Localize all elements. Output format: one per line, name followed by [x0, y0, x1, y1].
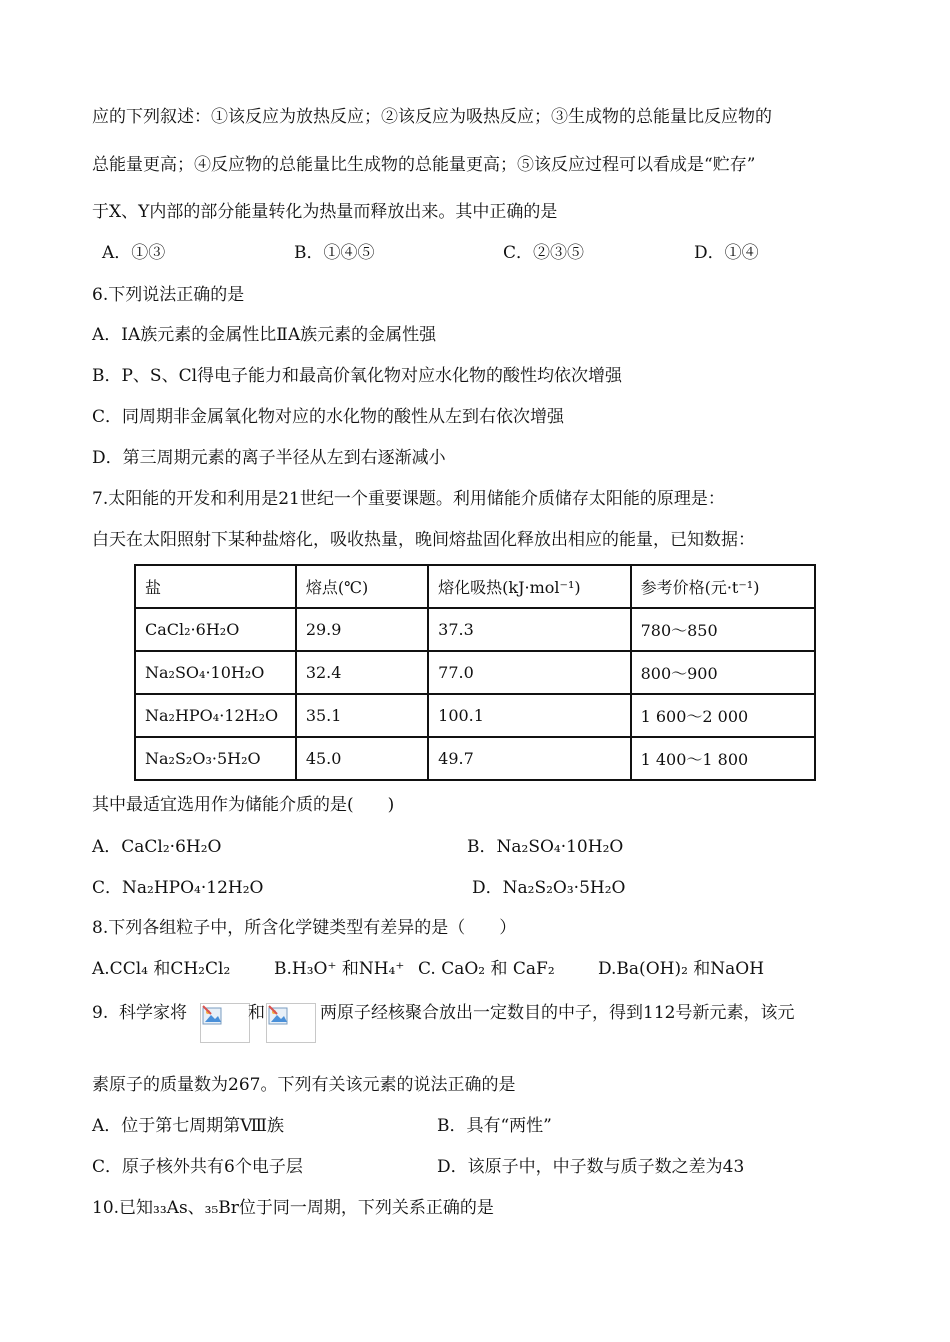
- q5-option-c: C．②③⑤: [503, 243, 585, 263]
- table-header: 盐: [135, 565, 296, 608]
- table-cell: Na₂SO₄·10H₂O: [135, 651, 296, 694]
- q5-option-a: A．①③: [102, 243, 166, 263]
- q5-option-d: D．①④: [694, 243, 759, 263]
- table-cell: 77.0: [428, 651, 630, 694]
- q6-option-d: D．第三周期元素的离子半径从左到右逐渐减小: [92, 448, 446, 468]
- q5-line-3: 于X、Y内部的部分能量转化为热量而释放出来。其中正确的是: [92, 202, 558, 222]
- table-cell: 32.4: [296, 651, 428, 694]
- q7-option-d: D．Na₂S₂O₃·5H₂O: [472, 878, 626, 898]
- table-header: 熔点(℃): [296, 565, 428, 608]
- q9-stem-part-2: 和: [248, 1003, 265, 1023]
- table-header-row: [135, 565, 815, 608]
- q9-option-c: C．原子核外共有6个电子层: [92, 1157, 303, 1177]
- q8-option-d: D.Ba(OH)₂ 和NaOH: [598, 959, 765, 979]
- broken-image-icon: [200, 1003, 250, 1043]
- q7-option-c: C．Na₂HPO₄·12H₂O: [92, 878, 264, 898]
- table-cell: 800～900: [631, 651, 815, 694]
- q7-stem-2: 白天在太阳照射下某种盐熔化，吸收热量，晚间熔盐固化释放出相应的能量，已知数据：: [92, 530, 755, 550]
- table-cell: 780～850: [631, 608, 815, 651]
- table-cell: 100.1: [428, 694, 630, 737]
- broken-image-icon: [266, 1003, 316, 1043]
- q9-line-2: 素原子的质量数为267。下列有关该元素的说法正确的是: [92, 1075, 516, 1095]
- q10-stem: 10.已知₃₃As、₃₅Br位于同一周期，下列关系正确的是: [92, 1198, 494, 1218]
- q5-option-b: B．①④⑤: [294, 243, 375, 263]
- table-cell: 1 400～1 800: [631, 737, 815, 780]
- q6-option-a: A．ⅠA族元素的金属性比ⅡA族元素的金属性强: [92, 325, 437, 345]
- q9-option-a: A．位于第七周期第Ⅷ族: [92, 1116, 285, 1136]
- table-cell: CaCl₂·6H₂O: [135, 608, 296, 651]
- table-row: [135, 608, 815, 651]
- q7-stem-1: 7.太阳能的开发和利用是21世纪一个重要课题。利用储能介质储存太阳能的原理是：: [92, 489, 725, 509]
- table-cell: Na₂S₂O₃·5H₂O: [135, 737, 296, 780]
- table-row: [135, 737, 815, 780]
- q6-option-b: B．P、S、Cl得电子能力和最高价氧化物对应水化物的酸性均依次增强: [92, 366, 623, 386]
- q8-option-c: C. CaO₂ 和 CaF₂: [418, 959, 555, 979]
- q9-option-b: B．具有“两性”: [437, 1116, 552, 1136]
- q5-line-2: 总能量更高；④反应物的总能量比生成物的总能量更高；⑤该反应过程可以看成是“贮存”: [92, 155, 756, 175]
- table-cell: Na₂HPO₄·12H₂O: [135, 694, 296, 737]
- q9-stem-part-1: 9. 科学家将: [92, 1003, 188, 1023]
- table-row: [135, 651, 815, 694]
- q5-line-1: 应的下列叙述：①该反应为放热反应；②该反应为吸热反应；③生成物的总能量比反应物的: [92, 107, 772, 127]
- q7-question: 其中最适宜选用作为储能介质的是( ): [92, 795, 395, 815]
- q9-stem-part-3: 两原子经核聚合放出一定数目的中子，得到112号新元素，该元: [320, 1003, 795, 1023]
- q9-option-d: D．该原子中，中子数与质子数之差为43: [437, 1157, 745, 1177]
- q7-option-a: A．CaCl₂·6H₂O: [92, 837, 222, 857]
- table-cell: 35.1: [296, 694, 428, 737]
- q7-option-b: B．Na₂SO₄·10H₂O: [467, 837, 624, 857]
- q8-option-b: B.H₃O⁺ 和NH₄⁺: [274, 959, 405, 979]
- table-cell: 49.7: [428, 737, 630, 780]
- q8-stem: 8.下列各组粒子中，所含化学键类型有差异的是（ ）: [92, 918, 517, 938]
- table-cell: 45.0: [296, 737, 428, 780]
- q6-option-c: C．同周期非金属氧化物对应的水化物的酸性从左到右依次增强: [92, 407, 565, 427]
- q6-stem: 6.下列说法正确的是: [92, 285, 245, 305]
- salt-data-table: [134, 564, 816, 781]
- table-cell: 37.3: [428, 608, 630, 651]
- table-cell: 29.9: [296, 608, 428, 651]
- table-row: [135, 694, 815, 737]
- q8-option-a: A.CCl₄ 和CH₂Cl₂: [92, 959, 231, 979]
- table-cell: 1 600～2 000: [631, 694, 815, 737]
- table-header: 参考价格(元·t⁻¹): [631, 565, 815, 608]
- table-header: 熔化吸热(kJ·mol⁻¹): [428, 565, 630, 608]
